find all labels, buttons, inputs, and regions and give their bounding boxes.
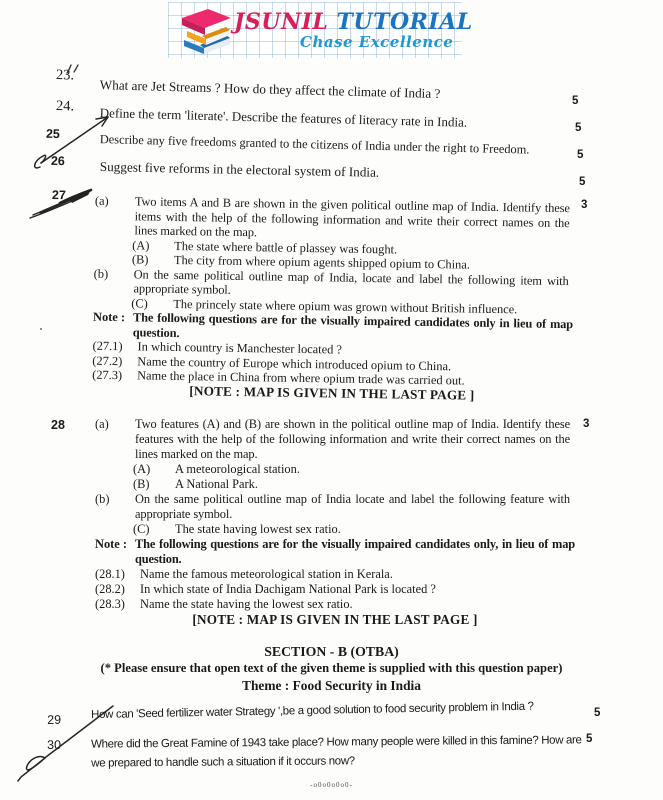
marks-q27: 3: [581, 199, 588, 211]
question-23-text: What are Jet Streams ? How do they affect the climate of India ?: [99, 77, 441, 102]
marks-q25: 5: [577, 149, 584, 161]
item-a-text: A meteorological station.: [175, 462, 300, 476]
part-b-text: On the same political outline map of India locate and label the following feature with appropriate symbol.: [135, 492, 570, 521]
vi-text: Name the famous meteorological station in Kerala.: [140, 567, 393, 581]
map-note: [NOTE : MAP IS GIVEN IN THE LAST PAGE ]: [189, 382, 475, 403]
item-a-text: The state where battle of plassey was fought.: [174, 238, 398, 256]
question-29-number: 29: [47, 712, 62, 727]
question-30-text: Where did the Great Famine of 1943 take place? How many people were killed in this famine? How are we prepared to handle such a situation if it occurs now?: [91, 734, 582, 770]
question-26-number: 26: [50, 153, 65, 169]
note-label: Note :: [95, 537, 127, 551]
question-23-number: 23.: [55, 67, 75, 84]
question-25-row: [45, 126, 586, 157]
question-29-row: [47, 700, 567, 727]
item-a-label: (A): [132, 237, 150, 253]
section-b-heading: SECTION - B (OTBA): [264, 644, 399, 659]
question-28-part-b: [95, 492, 570, 522]
item-b-label: (B): [131, 252, 149, 267]
pen-dot: [40, 328, 42, 330]
question-28-3-row: [95, 597, 598, 612]
map-note: [NOTE : MAP IS GIVEN IN THE LAST PAGE ]: [192, 612, 478, 627]
item-c-label: (C): [133, 522, 150, 536]
item-c-text: The state having lowest sex ratio.: [175, 522, 341, 536]
section-b-header: [0, 643, 663, 694]
question-26-text: Suggest five reforms in the electoral system of India.: [99, 158, 380, 180]
vi-text: Name the place in China from where opium trade was carried out.: [137, 368, 465, 388]
item-c-text: The princely state where opium was grown without British influence.: [173, 296, 518, 316]
item-c-label: (C): [131, 295, 148, 311]
note-text: The following questions are for the visually impaired candidates only, in lieu of map question.: [135, 537, 575, 566]
question-28-2-row: [95, 582, 598, 597]
vi-label: (28.3): [95, 597, 125, 611]
question-25-text: Describe any five freedoms granted to the citizens of India under the right to Freedom.: [99, 132, 530, 157]
vi-label: (27.1): [92, 338, 123, 354]
question-28-item-a: [133, 462, 598, 477]
question-28-item-c: [133, 522, 598, 537]
question-24-text: Define the term 'literate'. Describe the features of literacy rate in India.: [99, 105, 468, 130]
part-a-text: Two features (A) and (B) are shown in the political outline map of India. Identify these features with the help of the following information and write their correct names on the lines marked on the map.: [135, 417, 570, 461]
item-a-label: (A): [133, 462, 151, 476]
question-23-row: [55, 67, 586, 102]
question-28-note: [95, 537, 598, 567]
question-28-1-row: [95, 567, 598, 582]
part-a-label: (a): [95, 417, 109, 431]
question-25-number: 25: [45, 126, 61, 142]
question-28-item-b: [133, 477, 598, 492]
marks-q29: 5: [594, 707, 601, 719]
marks-q23: 5: [572, 95, 579, 107]
section-b-instruction: (* Please ensure that open text of the given theme is supplied with this question paper): [100, 661, 563, 675]
vi-label: (28.2): [95, 582, 125, 596]
vi-label: (27.3): [92, 367, 123, 383]
question-30-row: [47, 731, 582, 770]
marks-q30: 5: [586, 733, 593, 745]
note-label: Note :: [92, 309, 126, 325]
question-27-block: [47, 188, 595, 405]
vi-text: In which state of India Dachigam National Park is located ?: [140, 582, 436, 596]
part-a-text: Two items A and B are shown in the given political outline map of India. Identify these items with the help of the following information and write their correct names on the lines marked on the map.: [134, 194, 570, 240]
item-b-text: A National Park.: [175, 477, 258, 491]
item-b-label: (B): [133, 477, 150, 491]
part-a-label: (a): [94, 193, 109, 208]
question-24-number: 24.: [55, 98, 75, 115]
question-28-number: 28: [51, 418, 65, 432]
marks-q26: 5: [579, 176, 586, 188]
vi-label: (27.2): [92, 353, 123, 368]
question-27-number: 27: [51, 188, 66, 203]
part-b-label: (b): [93, 266, 109, 281]
question-30-number: 30: [47, 737, 62, 752]
books-stack-icon: [178, 6, 236, 56]
brand-logo: [168, 2, 473, 58]
note-text: The following questions are for the visually impaired candidates only in lieu of map question.: [132, 310, 574, 340]
question-26-row: [50, 153, 586, 180]
section-b-theme: Theme : Food Security in India: [242, 678, 421, 693]
question-28-block: [50, 417, 598, 627]
vi-label: (28.1): [95, 567, 125, 581]
marks-q24: 5: [575, 122, 582, 134]
vi-text: Name the country of Europe which introduced opium to China.: [137, 353, 452, 373]
part-b-text: On the same political outline map of India, locate and label the following item with appropriate symbol.: [133, 266, 569, 297]
question-24-row: [55, 98, 586, 130]
question-27-part-a: [94, 193, 570, 244]
footer-mark: -o0o0o0o0-: [310, 781, 353, 789]
pen-arrow-annotation: [35, 117, 108, 168]
item-b-text: The city from where opium agents shipped opium to China.: [173, 252, 470, 272]
brand-name-primary: JSUNIL: [234, 9, 329, 35]
brand-title: [234, 9, 473, 35]
question-29-text: How can 'Seed fertilizer water Strategy ',be a good solution to food security problem in India ?: [90, 700, 534, 722]
part-b-label: (b): [95, 492, 110, 506]
vi-text: Name the state having the lowest sex ratio.: [140, 597, 353, 611]
brand-name-secondary: TUTORIAL: [336, 9, 473, 35]
question-28-part-a: [95, 417, 570, 462]
marks-q28: 3: [583, 418, 590, 430]
vi-text: In which country is Manchester located ?: [137, 339, 343, 357]
brand-tagline: Chase Excellence: [300, 33, 454, 51]
